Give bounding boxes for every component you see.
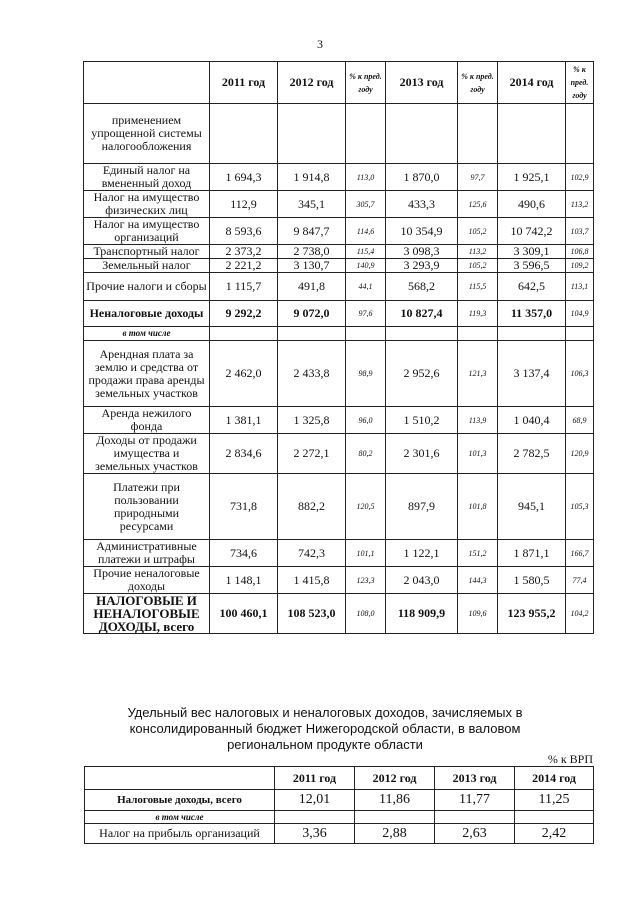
cell-2014: 490,6	[498, 191, 566, 218]
small-cell-2014	[515, 811, 594, 824]
cell-2013: 10 354,9	[386, 218, 458, 245]
small-cell-2012: 11,86	[355, 790, 435, 811]
cell-2011: 2 373,2	[210, 245, 278, 259]
cell-pct-2014: 104,2	[566, 594, 594, 634]
small-cell-2013: 11,77	[435, 790, 515, 811]
cell-pct-2014: 102,9	[566, 164, 594, 191]
small-row-label: в том числе	[85, 811, 275, 824]
cell-2014	[498, 104, 566, 164]
cell-pct-2012: 113,0	[346, 164, 386, 191]
cell-2013: 3 293,9	[386, 259, 458, 273]
cell-2011	[210, 327, 278, 341]
cell-2012: 882,2	[278, 474, 346, 540]
row-name: Единый налог на вмененный доход	[84, 164, 210, 191]
cell-2013	[386, 104, 458, 164]
cell-2011: 2 834,6	[210, 434, 278, 474]
cell-2014: 3 309,1	[498, 245, 566, 259]
table-row	[84, 164, 594, 191]
table-row	[84, 407, 594, 434]
cell-2012: 3 130,7	[278, 259, 346, 273]
table-row	[84, 594, 594, 634]
row-name: Доходы от продажи имущества и земельных участков	[84, 434, 210, 474]
row-name: НАЛОГОВЫЕ И НЕНАЛОГОВЫЕ ДОХОДЫ, всего	[84, 594, 210, 634]
small-table-row	[85, 811, 594, 824]
cell-2012	[278, 327, 346, 341]
cell-pct-2013: 119,3	[458, 301, 498, 327]
cell-2014: 1 871,1	[498, 540, 566, 567]
cell-2012: 1 914,8	[278, 164, 346, 191]
cell-pct-2012: 140,9	[346, 259, 386, 273]
table-row	[84, 540, 594, 567]
cell-2011	[210, 104, 278, 164]
cell-2011: 9 292,2	[210, 301, 278, 327]
cell-2012: 2 433,8	[278, 341, 346, 407]
cell-pct-2012: 44,1	[346, 273, 386, 301]
row-name: Арендная плата за землю и средства от продажи права аренды земельных участков	[84, 341, 210, 407]
cell-pct-2014: 113,2	[566, 191, 594, 218]
row-name: Налог на имущество организаций	[84, 218, 210, 245]
cell-2012: 742,3	[278, 540, 346, 567]
cell-2014: 11 357,0	[498, 301, 566, 327]
cell-pct-2012: 80,2	[346, 434, 386, 474]
small-header-2013: 2013 год	[435, 767, 515, 790]
small-cell-2012: 2,88	[355, 824, 435, 844]
small-cell-2011: 12,01	[275, 790, 355, 811]
cell-2014: 123 955,2	[498, 594, 566, 634]
cell-2013: 1 122,1	[386, 540, 458, 567]
cell-pct-2013: 125,6	[458, 191, 498, 218]
cell-2011: 1 115,7	[210, 273, 278, 301]
units-label: % к ВРП	[547, 752, 593, 766]
grp-share-table	[84, 766, 594, 844]
small-cell-2014: 2,42	[515, 824, 594, 844]
cell-pct-2013: 101,3	[458, 434, 498, 474]
cell-2012: 9 072,0	[278, 301, 346, 327]
table-row	[84, 434, 594, 474]
cell-pct-2014: 109,2	[566, 259, 594, 273]
row-name: Налог на имущество физических лиц	[84, 191, 210, 218]
small-cell-2011	[275, 811, 355, 824]
cell-2013: 1 870,0	[386, 164, 458, 191]
cell-2014: 1 925,1	[498, 164, 566, 191]
cell-2012	[278, 104, 346, 164]
cell-pct-2013: 97,7	[458, 164, 498, 191]
cell-2012: 108 523,0	[278, 594, 346, 634]
table-row	[84, 259, 594, 273]
cell-2014: 3 596,5	[498, 259, 566, 273]
cell-2014: 642,5	[498, 273, 566, 301]
cell-2011: 8 593,6	[210, 218, 278, 245]
cell-2014: 2 782,5	[498, 434, 566, 474]
cell-2013: 433,3	[386, 191, 458, 218]
small-cell-2013	[435, 811, 515, 824]
header-2014: 2014 год	[498, 62, 566, 104]
cell-2013: 2 952,6	[386, 341, 458, 407]
cell-pct-2012: 108,0	[346, 594, 386, 634]
cell-pct-2013: 105,2	[458, 259, 498, 273]
row-name: Прочие неналоговые доходы	[84, 567, 210, 594]
cell-pct-2012: 120,5	[346, 474, 386, 540]
row-name: применением упрощенной системы налогообложения	[84, 104, 210, 164]
table-header-row	[84, 62, 594, 104]
table-row	[84, 341, 594, 407]
cell-pct-2014	[566, 327, 594, 341]
cell-2012: 491,8	[278, 273, 346, 301]
header-pct-2014: % к пред. году	[566, 62, 594, 104]
cell-2014: 945,1	[498, 474, 566, 540]
cell-2012: 2 272,1	[278, 434, 346, 474]
cell-pct-2014: 105,3	[566, 474, 594, 540]
header-pct-2013: % к пред. году	[458, 62, 498, 104]
cell-pct-2014: 103,7	[566, 218, 594, 245]
cell-pct-2012: 98,9	[346, 341, 386, 407]
cell-pct-2012: 123,3	[346, 567, 386, 594]
table-row	[84, 245, 594, 259]
row-name: Прочие налоги и сборы	[84, 273, 210, 301]
cell-2012: 9 847,7	[278, 218, 346, 245]
row-name: Транспортный налог	[84, 245, 210, 259]
cell-pct-2013	[458, 327, 498, 341]
row-name: Платежи при пользовании природными ресурсами	[84, 474, 210, 540]
table-row	[84, 273, 594, 301]
header-2011: 2011 год	[210, 62, 278, 104]
cell-pct-2014: 166,7	[566, 540, 594, 567]
header-2013: 2013 год	[386, 62, 458, 104]
cell-2011: 112,9	[210, 191, 278, 218]
small-table-row	[85, 824, 594, 844]
cell-pct-2012: 96,0	[346, 407, 386, 434]
cell-pct-2014: 68,9	[566, 407, 594, 434]
small-header-2012: 2012 год	[355, 767, 435, 790]
cell-pct-2012	[346, 104, 386, 164]
cell-pct-2013: 113,9	[458, 407, 498, 434]
revenue-table	[83, 61, 594, 634]
cell-2013: 10 827,4	[386, 301, 458, 327]
cell-pct-2014: 106,8	[566, 245, 594, 259]
cell-pct-2014: 106,3	[566, 341, 594, 407]
small-cell-2011: 3,36	[275, 824, 355, 844]
row-name: Аренда нежилого фонда	[84, 407, 210, 434]
cell-2011: 1 694,3	[210, 164, 278, 191]
row-name: Административные платежи и штрафы	[84, 540, 210, 567]
cell-2014: 3 137,4	[498, 341, 566, 407]
cell-2011: 2 462,0	[210, 341, 278, 407]
table-row	[84, 301, 594, 327]
table-row	[84, 327, 594, 341]
cell-pct-2013: 121,3	[458, 341, 498, 407]
cell-2014: 1 580,5	[498, 567, 566, 594]
cell-pct-2012: 305,7	[346, 191, 386, 218]
small-row-label: Налог на прибыль организаций	[85, 824, 275, 844]
cell-2013: 1 510,2	[386, 407, 458, 434]
table-row	[84, 191, 594, 218]
header-2012: 2012 год	[278, 62, 346, 104]
header-name	[84, 62, 210, 104]
cell-2011: 731,8	[210, 474, 278, 540]
cell-2014: 10 742,2	[498, 218, 566, 245]
cell-2011: 1 148,1	[210, 567, 278, 594]
cell-2011: 2 221,2	[210, 259, 278, 273]
row-name: Неналоговые доходы	[84, 301, 210, 327]
cell-pct-2014: 120,9	[566, 434, 594, 474]
small-cell-2012	[355, 811, 435, 824]
cell-pct-2014	[566, 104, 594, 164]
small-header-label	[85, 767, 275, 790]
cell-pct-2013: 109,6	[458, 594, 498, 634]
cell-pct-2013: 105,2	[458, 218, 498, 245]
cell-pct-2012: 97,6	[346, 301, 386, 327]
cell-2013: 118 909,9	[386, 594, 458, 634]
small-cell-2014: 11,25	[515, 790, 594, 811]
table-row	[84, 474, 594, 540]
cell-pct-2013: 113,2	[458, 245, 498, 259]
cell-2013: 2 043,0	[386, 567, 458, 594]
cell-2011: 734,6	[210, 540, 278, 567]
row-name: Земельный налог	[84, 259, 210, 273]
small-row-label: Налоговые доходы, всего	[85, 790, 275, 811]
header-pct-2012: % к пред. году	[346, 62, 386, 104]
cell-2013: 3 098,3	[386, 245, 458, 259]
cell-2012: 1 325,8	[278, 407, 346, 434]
cell-pct-2013: 151,2	[458, 540, 498, 567]
cell-2014	[498, 327, 566, 341]
small-table-header-row	[85, 767, 594, 790]
cell-pct-2012: 115,4	[346, 245, 386, 259]
cell-pct-2013: 101,8	[458, 474, 498, 540]
section-caption: Удельный вес налоговых и неналоговых доходов, зачисляемых в консолидированный бюджет Нижегородской области, в валовом региональном продукте области	[127, 705, 523, 752]
table-row	[84, 104, 594, 164]
cell-pct-2012: 114,6	[346, 218, 386, 245]
cell-2012: 1 415,8	[278, 567, 346, 594]
cell-pct-2013: 144,3	[458, 567, 498, 594]
small-header-2011: 2011 год	[275, 767, 355, 790]
page-number: 3	[317, 37, 323, 51]
cell-pct-2014: 77,4	[566, 567, 594, 594]
cell-2014: 1 040,4	[498, 407, 566, 434]
cell-2011: 1 381,1	[210, 407, 278, 434]
small-header-2014: 2014 год	[515, 767, 594, 790]
table-row	[84, 218, 594, 245]
small-cell-2013: 2,63	[435, 824, 515, 844]
cell-pct-2014: 113,1	[566, 273, 594, 301]
cell-2013: 2 301,6	[386, 434, 458, 474]
cell-pct-2014: 104,9	[566, 301, 594, 327]
cell-pct-2012: 101,1	[346, 540, 386, 567]
cell-pct-2012	[346, 327, 386, 341]
cell-2012: 2 738,0	[278, 245, 346, 259]
cell-pct-2013: 115,5	[458, 273, 498, 301]
table-row	[84, 567, 594, 594]
cell-2011: 100 460,1	[210, 594, 278, 634]
small-table-row	[85, 790, 594, 811]
cell-2012: 345,1	[278, 191, 346, 218]
cell-pct-2013	[458, 104, 498, 164]
cell-2013: 897,9	[386, 474, 458, 540]
row-name: в том числе	[84, 327, 210, 341]
cell-2013: 568,2	[386, 273, 458, 301]
cell-2013	[386, 327, 458, 341]
